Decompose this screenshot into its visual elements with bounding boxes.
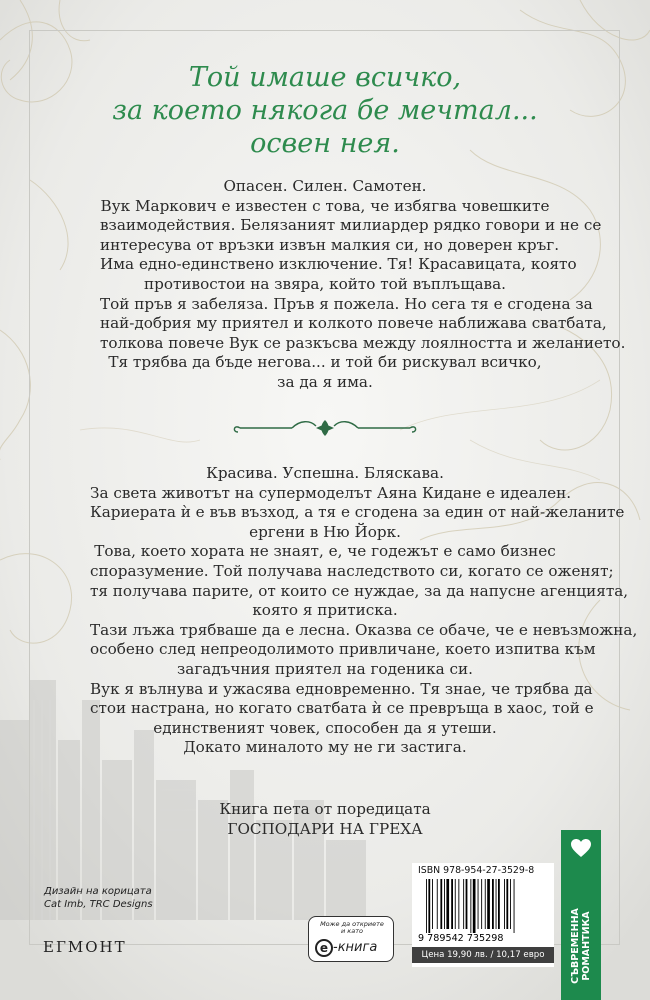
blurb-line: за да я има. [277, 372, 373, 391]
series-title: ГОСПОДАРИ НА ГРЕХА [227, 819, 423, 838]
blurb-line: За света животът на супермоделът Аяна Кидане е идеален. [90, 483, 572, 502]
barcode-bar [437, 879, 438, 929]
blurb-line: Тя трябва да бъде негова... и той би рискувал всичко, [108, 353, 542, 372]
tagline-line-2: за което някога бе мечтал... [112, 95, 538, 126]
barcode-bar [451, 879, 453, 929]
isbn-number: ISBN 978-954-27-3529-8 [418, 865, 535, 876]
cover-design-names: Cat Imb, TRC Designs [44, 899, 153, 910]
barcode-bar [470, 879, 471, 933]
cover-design-label: Дизайн на корицата [44, 886, 152, 897]
blurb-line: Красива. Успешна. Бляскава. [206, 464, 444, 482]
barcode [418, 879, 548, 943]
blurb-line: Кариерата ѝ е във възход, а тя е сгодена за един от най-желаните [90, 503, 625, 522]
barcode-bar [426, 879, 427, 933]
ornament-divider [230, 416, 420, 438]
barcode-bar [496, 879, 497, 929]
blurb-line: тя получава парите, от които се нуждае, за да напусне агенцията, [90, 581, 629, 600]
barcode-bar [446, 879, 449, 929]
blurb-line: толкова повече Вук се разкъсва между лоялността и желанието. [100, 333, 626, 352]
ebook-badge [308, 916, 394, 962]
ebook-caption-line: и като [341, 927, 363, 935]
tagline-line-1: Той имаше всичко, [188, 62, 462, 93]
blurb-line: Това, което хората не знаят, е, че годежът е само бизнес [94, 542, 556, 561]
barcode-bar [478, 879, 479, 929]
blurb-line: особено след непреодолимото привличане, което изпитва към [90, 640, 596, 659]
barcode-bar [504, 879, 505, 929]
blurb-line: стои настрана, но когато сватбата ѝ се превръща в хаос, той е [90, 699, 594, 718]
blurb-line: Тази лъжа трябваше да е лесна. Оказва се обаче, че е невъзможна, [90, 620, 638, 639]
blurb-line: противостои на звяра, който той въплъщава. [144, 274, 506, 293]
heart-icon [570, 838, 592, 858]
barcode-bar [428, 879, 430, 933]
blurb-line: взаимодействия. Белязаният милиардер рядко говори и не се [100, 216, 602, 235]
barcode-bar [458, 879, 459, 929]
ebook-badge-caption [309, 921, 395, 935]
blurb-line: загадъчния приятел на годеника си. [177, 659, 473, 678]
blurb-line: Опасен. Силен. Самотен. [223, 177, 427, 195]
publisher-logo: ЕГМОНТ [43, 938, 127, 956]
blurb-line: Вук я вълнува и ужасява едновременно. Тя знае, че трябва да [90, 679, 593, 698]
blurb-line: Вук Маркович е известен с това, че избягва човешките [100, 196, 550, 215]
barcode-bar [485, 879, 486, 929]
barcode-bar [492, 879, 494, 929]
ebook-icon: e [315, 939, 333, 957]
barcode-bar [473, 879, 476, 933]
barcode-bar [463, 879, 464, 929]
barcode-bar [444, 879, 445, 929]
blurb-line: интересува от връзки извън малкия си, но доверен кръг. [100, 235, 560, 254]
barcode-digits: 9 789542 735298 [418, 933, 504, 943]
blurb-line: споразумение. Той получава наследството си, когато се оженят; [90, 561, 614, 580]
barcode-bar [440, 879, 442, 929]
hero-blurb [100, 177, 626, 393]
price-label: Цена 19,90 лв. / 10,17 евро [412, 947, 554, 963]
barcode-bar [487, 879, 490, 929]
barcode-bar [510, 879, 511, 929]
barcode-bar [506, 879, 508, 929]
barcode-bar [498, 879, 500, 929]
barcode-bar [514, 879, 515, 933]
genre-label [570, 908, 592, 984]
cover-design-credit [44, 885, 153, 911]
isbn-barcode-block [412, 863, 554, 967]
blurb-line: ергени в Ню Йорк. [249, 522, 401, 541]
ebook-caption-line: Може да откриете [320, 920, 384, 928]
heroine-blurb [90, 464, 638, 758]
blurb-line: Докато миналото му не ги застига. [183, 738, 467, 757]
barcode-bar [466, 879, 468, 929]
blurb-line: най-добрия му приятел и колкото повече наближава сватбата, [100, 314, 607, 333]
blurb-line: единственият човек, способен да я утеши. [153, 718, 497, 737]
series-note-line: Книга пета от поредицата [219, 800, 431, 818]
blurb-line: Той пръв я забеляза. Пръв я пожела. Но сега тя е сгодена за [100, 294, 593, 313]
genre-label-line: СЪВРЕМЕННА [570, 908, 581, 984]
blurb-line: Има едно-единствено изключение. Тя! Красавицата, която [100, 255, 577, 274]
blurb-line: която я притиска. [252, 601, 398, 620]
barcode-bar [481, 879, 482, 929]
tagline-line-3: освен нея. [250, 128, 400, 159]
barcode-bar [455, 879, 456, 929]
genre-label-line: РОМАНТИКА [581, 911, 592, 981]
barcode-bar [432, 879, 433, 929]
series-note [100, 800, 550, 839]
ebook-label: -книга [333, 940, 378, 955]
